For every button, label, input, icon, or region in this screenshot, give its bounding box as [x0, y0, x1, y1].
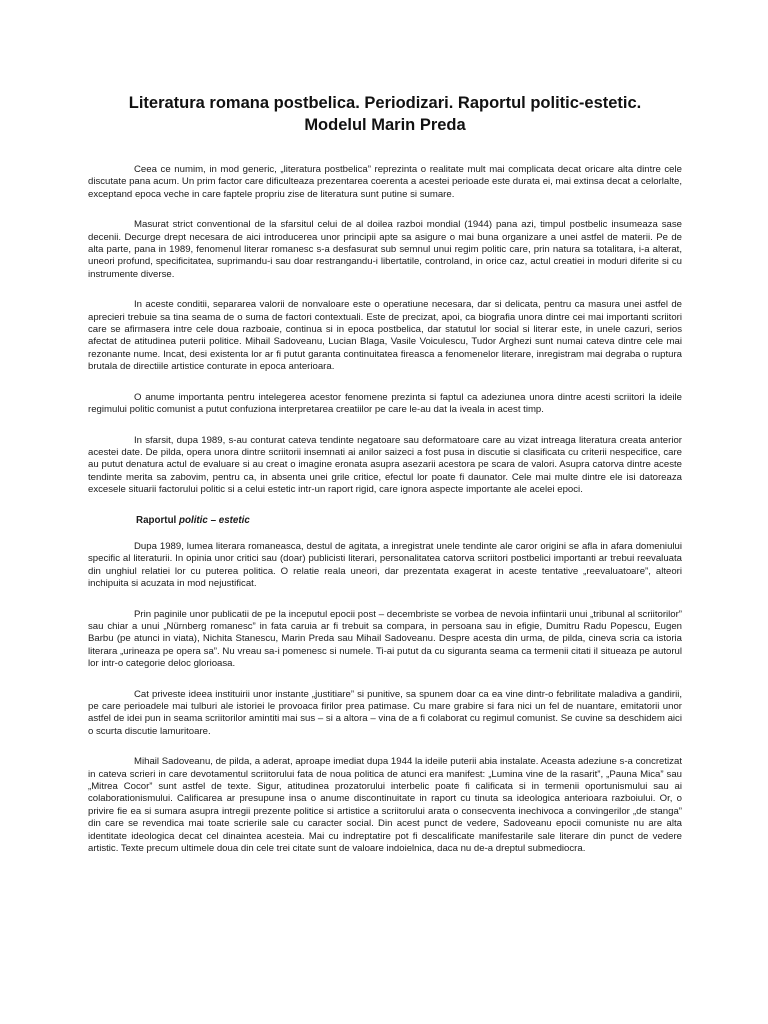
title-line-1: Literatura romana postbelica. Periodizari. Raportul politic-estetic.	[128, 94, 642, 112]
paragraph-4: O anume importanta pentru intelegerea acestor fenomene prezinta si faptul ca adeziunea unora dintre acesti scriitori la ideile regimului politic comunist a putut confuziona interpretarea creatiilor pe care le-au dat la iveala in acest timp.	[88, 391, 682, 416]
section-heading-estetic: estetic	[218, 514, 250, 526]
section-heading-politic: politic	[179, 514, 208, 526]
section-heading-dash: –	[207, 514, 219, 526]
paragraph-7: Prin paginile unor publicatii de pe la inceputul epocii post – decembriste se vorbea de nevoia infiintarii unui „tribunal al scriitorilor” sau chiar a unui „Nürnberg romanesc” in fata caruia ar fi trebuit sa compara, in persoana sau in efigie, Dumitru Radu Popescu, Eugen Barbu (pe atunci in viata), Nichita Stanescu, Marin Preda sau Mihail Sadoveanu. Despre acesta din urma, de pilda, cineva scria ca istoria literara „urineaza pe opera sa”. Nu vreau sa-i pomenesc si numele. Ti-ai putut da cu siguranta seama ca termenii citati il situeaza pe autorul lor intr-o categorie deloc glorioasa.	[88, 608, 682, 670]
title-line-2: Modelul Marin Preda	[304, 116, 466, 134]
paragraph-2: Masurat strict conventional de la sfarsitul celui de al doilea razboi mondial (1944) pana azi, timpul postbelic insumeaza sase decenii. Decurge drept necesara de aici introducerea unor principii apte sa asigure o mai buna organizare a unei astfel de materii. Pe de alta parte, pana in 1989, fenomenul literar romanesc s-a desfasurat sub semnul unui regim politic care, prin natura sa totalitara, i-a alterat, uneori profund, specificitatea, suprimandu-i sau doar restrangandu-i libertatile, controland, in orice caz, actul creatiei in moduri diferite si cu instrumente diverse.	[88, 219, 682, 280]
section-heading	[136, 515, 682, 527]
paragraph-3: In aceste conditii, separarea valorii de nonvaloare este o operatiune necesara, dar si delicata, pentru ca masura unei astfel de aprecieri trebuie sa tina seama de o suma de factori contextuali. Este de precizat, apoi, ca biografia unora dintre cei mai importanti scriitori care se afirmasera intre cele doua razboaie, continua si in epoca postbelica, dar statutul lor social si literar este, in unele cazuri, serios afectat de atitudinea puterii politice. Mihail Sadoveanu, Lucian Blaga, Vasile Voiculescu, Tudor Arghezi sunt numai cateva dintre cele mai rezonante nume. Incat, desi existenta lor ar fi putut garanta continuitatea fireasca a fenomenelor literare, inregistram mai degraba o ruptura brutala de directiile artistice conturate in epoca anterioara.	[88, 299, 682, 373]
section-heading-prefix: Raportul	[136, 514, 179, 526]
paragraph-5: In sfarsit, dupa 1989, s-au conturat cateva tendinte negatoare sau deformatoare care au vizat intreaga literatura creata anterior acestei date. De pilda, opera unora dintre scriitorii insemnati ai anilor saizeci a fost pusa in discutie si clasificata cu criterii nespecifice, care au putut denatura actul de evaluare si au creat o imagine eronata asupra asezarii acestora pe scara de valori. Asupra catorva dintre aceste tendinte merita sa zabovim, pentru ca, in absenta unei grile critice, efectul lor poate fi daunator. Cele mai multe dintre ele isi datoreaza excesele situarii factorului politic si a celui estetic intr-un raport rigid, care ignora aspecte importante ale acelei epoci.	[88, 434, 682, 496]
paragraph-8: Cat priveste ideea instituirii unor instante „justitiare” si punitive, sa spunem doar ca ea vine dintr-o febrilitate maladiva a gandirii, pe care perioadele mai tulburi ale istoriei le provoaca firilor prea patimase. Cu mare grabire si fara nici un fel de nuantare, emitatorii unor astfel de idei pun in seama scriitorilor amintiti mai sus – si a altora – vina de a fi colaborat cu regimul comunist. Se cuvine sa deschidem aici o scurta discutie lamuritoare.	[88, 688, 682, 737]
document-title	[88, 92, 682, 136]
paragraph-1: Ceea ce numim, in mod generic, „literatura postbelica” reprezinta o realitate mult mai complicata decat oricare alta dintre cele discutate pana acum. Un prim factor care dificulteaza prezentarea coerenta a acestei perioade este durata ei, mai extinsa decat a celorlalte, exceptand epoca veche in care faptele propriu zise de literatura sunt putine si sumare.	[88, 164, 682, 200]
paragraph-6: Dupa 1989, lumea literara romaneasca, destul de agitata, a inregistrat unele tendinte ale caror origini se afla in afara domeniului specific al literaturii. In opinia unor critici sau (doar) publicisti literari, personalitatea catorva scriitori postbelici importanti ar trebui reevaluata din unghiul relatiei lor cu puterea politica. O relatie reala uneori, dar prezentata exagerat in aceste tentative „reevaluatoare”, alteori inchipuita si acuzata in mod nejustificat.	[88, 540, 682, 590]
paragraph-9: Mihail Sadoveanu, de pilda, a aderat, aproape imediat dupa 1944 la ideile puterii abia instalate. Aceasta adeziune s-a concretizat in cateva scrieri in care devotamentul scriitorului fata de noua politica de atunci era manifest: „Lumina vine de la rasarit”, „Pauna Mica” sau „Mitrea Cocor” sunt astfel de texte. Sigur, atitudinea prozatorului interbelic poate fi calificata si in termenii oportunismului sau ai colaborationismului. Calificarea ar presupune insa o anume discontinuitate in raport cu tinuta sa ideologica anterioara razboiului. Or, o privire fie ea si sumara asupra intregii prezente politice si artistice a scriitorului arata o consecventa inechivoca a convingerilor „de stanga” din care se revendica mai toate scrierile sale cu caracter social. Din acest punct de vedere, Sadoveanu epocii comuniste nu are alta identitate ideologica decat cel dinaintea acesteia. Mai cu indreptatire pot fi descalificate manifestarile sale literare din punct de vedere artistic. Texte precum ultimele doua din cele trei citate sunt de valoare indoielnica, daca nu de-a dreptul submediocra.	[88, 756, 682, 855]
